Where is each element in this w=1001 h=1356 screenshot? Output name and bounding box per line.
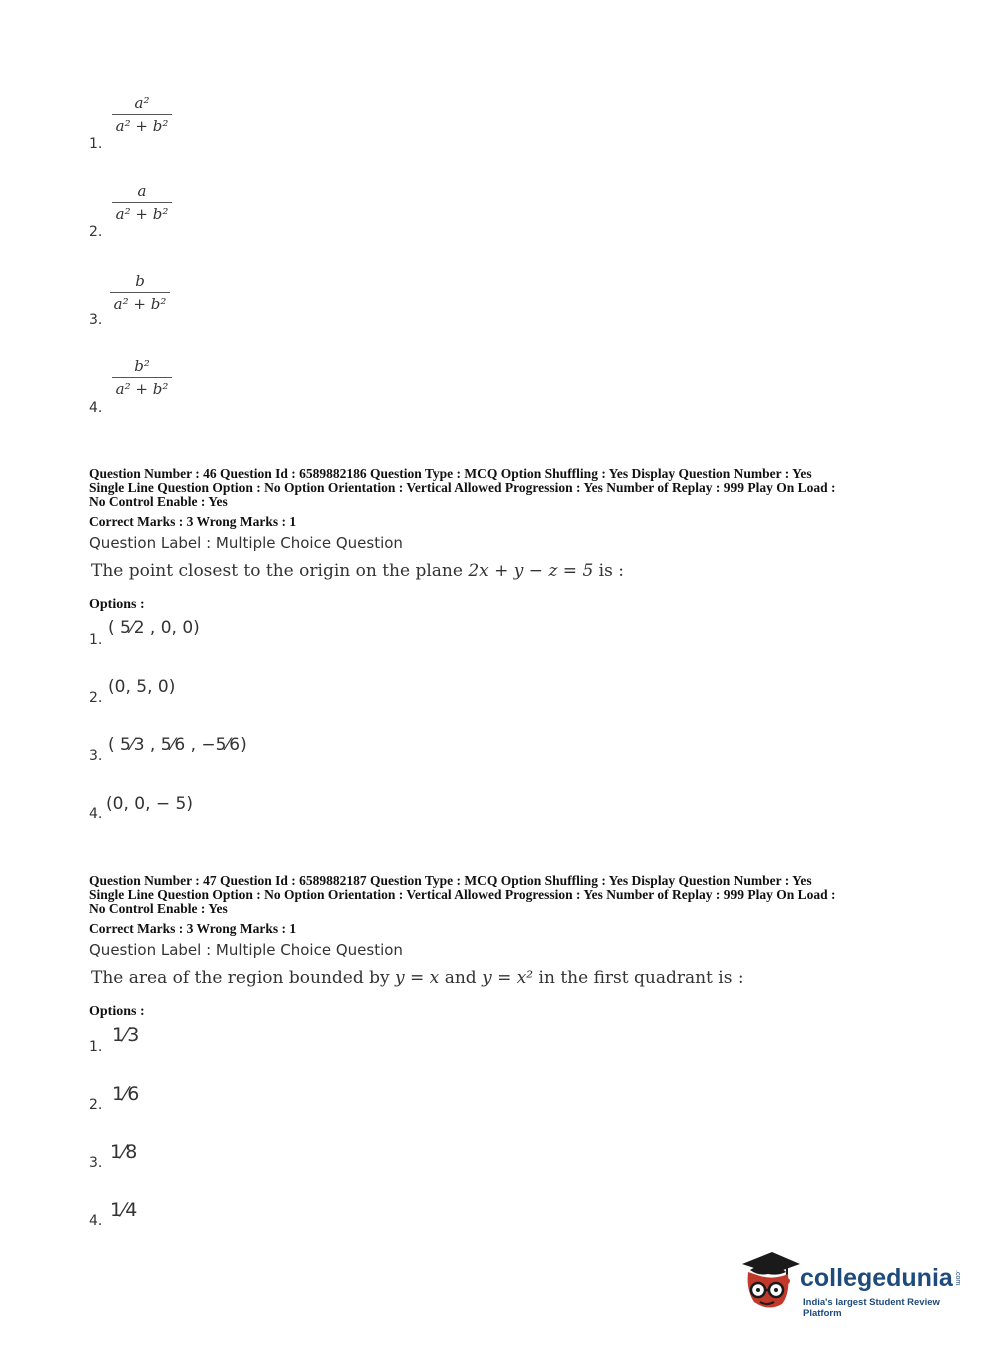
numerator: b² <box>134 357 150 375</box>
option-fraction[interactable] <box>108 270 172 315</box>
question-marks: Correct Marks : 3 Wrong Marks : 1 <box>89 921 297 936</box>
stem-equation: 2x + y − z = 5 <box>468 561 594 581</box>
option-number: 2. <box>89 1097 103 1113</box>
option-fraction[interactable] <box>110 355 174 400</box>
question-label: Question Label : Multiple Choice Question <box>89 941 403 959</box>
logo-tagline: India's largest Student Review Platform <box>803 1297 940 1319</box>
option-number: 3. <box>89 312 103 328</box>
stem-conjunction: and <box>444 968 477 988</box>
option-value[interactable]: (0, 5, 0) <box>108 677 176 697</box>
option-fraction[interactable] <box>110 92 174 137</box>
option-number: 1. <box>89 1039 103 1055</box>
options-heading: Options : <box>89 597 145 612</box>
option-number: 3. <box>89 1155 103 1171</box>
option-value[interactable]: ( 5⁄2 , 0, 0) <box>108 618 200 638</box>
option-number: 2. <box>89 224 103 240</box>
logo-suffix: .com <box>954 1270 961 1286</box>
option-number: 1. <box>89 632 103 648</box>
option-number: 4. <box>89 806 103 822</box>
question-meta-line: Question Number : 47 Question Id : 6589882187 Question Type : MCQ Option Shuffling : Yes Display Question Number : Yes <box>89 873 812 888</box>
numerator: a <box>137 182 147 200</box>
option-value[interactable]: 1⁄8 <box>110 1141 138 1163</box>
options-heading: Options : <box>89 1004 145 1019</box>
logo-name: collegedunia <box>800 1264 953 1292</box>
collegedunia-logo[interactable] <box>738 1246 968 1319</box>
denominator: a² + b² <box>115 380 169 398</box>
denominator: a² + b² <box>113 295 167 313</box>
question-meta-line: Single Line Question Option : No Option Orientation : Vertical Allowed Progression : Yes Number of Replay : 999 Play On Load : <box>89 480 836 495</box>
option-value[interactable]: 1⁄4 <box>110 1199 138 1221</box>
question-meta-line: Single Line Question Option : No Option Orientation : Vertical Allowed Progression : Yes Number of Replay : 999 Play On Load : <box>89 887 836 902</box>
stem-end: is : <box>598 561 624 581</box>
option-number: 2. <box>89 690 103 706</box>
question-marks: Correct Marks : 3 Wrong Marks : 1 <box>89 514 297 529</box>
option-number: 3. <box>89 748 103 764</box>
question-meta-line: No Control Enable : Yes <box>89 494 228 509</box>
option-value[interactable]: ( 5⁄3 , 5⁄6 , −5⁄6) <box>108 735 247 755</box>
option-number: 4. <box>89 1213 103 1229</box>
question-label: Question Label : Multiple Choice Question <box>89 534 403 552</box>
stem-text: The area of the region bounded by <box>91 968 390 988</box>
option-fraction[interactable] <box>110 180 174 225</box>
question-stem <box>91 968 744 988</box>
question-stem <box>91 561 624 581</box>
denominator: a² + b² <box>115 117 169 135</box>
question-meta-line: No Control Enable : Yes <box>89 901 228 916</box>
stem-equation: y = x <box>395 968 440 988</box>
option-value[interactable]: (0, 0, − 5) <box>106 794 193 814</box>
option-number: 1. <box>89 136 103 152</box>
denominator: a² + b² <box>115 205 169 223</box>
numerator: b <box>135 272 145 290</box>
option-number: 4. <box>89 400 103 416</box>
option-value[interactable]: 1⁄6 <box>112 1083 140 1105</box>
stem-text: The point closest to the origin on the plane <box>91 561 463 581</box>
mascot-graduation-cap-icon <box>738 1246 802 1314</box>
stem-equation: y = x² <box>482 968 534 988</box>
option-value[interactable]: 1⁄3 <box>112 1024 140 1046</box>
question-meta-line: Question Number : 46 Question Id : 6589882186 Question Type : MCQ Option Shuffling : Yes Display Question Number : Yes <box>89 466 812 481</box>
numerator: a² <box>134 94 150 112</box>
stem-end: in the first quadrant is : <box>538 968 744 988</box>
